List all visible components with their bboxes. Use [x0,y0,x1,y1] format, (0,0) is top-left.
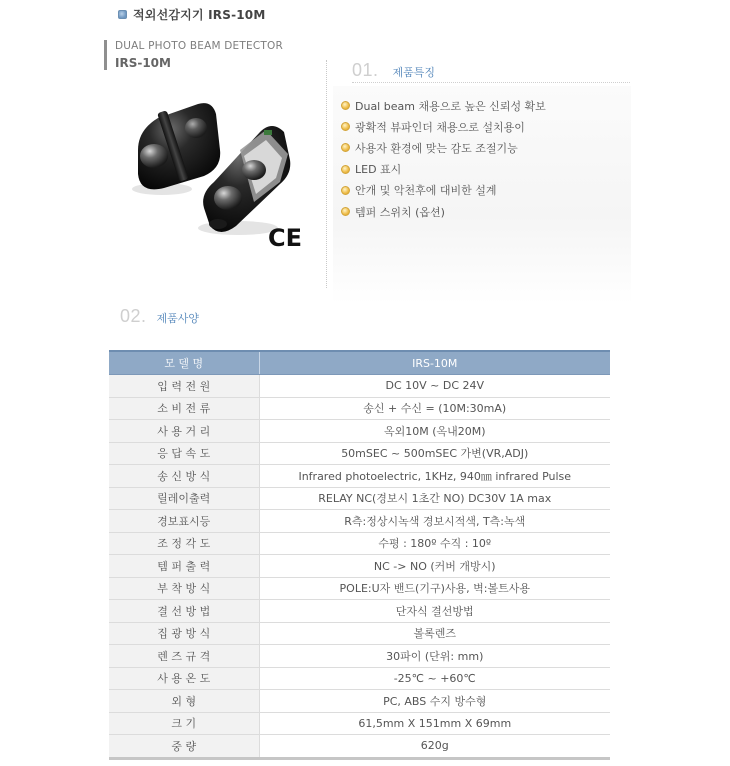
spec-label: 중 량 [109,735,259,759]
spec-value: 61,5mm X 151mm X 69mm [259,712,610,735]
spec-label: 소 비 전 류 [109,397,259,420]
spec-row [109,442,610,465]
spec-value: POLE:U자 밴드(기구)사용, 벽:볼트사용 [259,577,610,600]
detector-unit-left [132,103,220,195]
spec-value: 옥외10M (옥내20M) [259,420,610,443]
product-subtitle: DUAL PHOTO BEAM DETECTOR [115,40,283,52]
specs-title: 제품사양 [156,312,200,325]
spec-row [109,667,610,690]
spec-row [109,622,610,645]
spec-label: 조 정 각 도 [109,532,259,555]
feature-item: Dual beam 채용으로 높은 신뢰성 확보 [341,95,546,116]
bullet-dot-icon [341,143,350,152]
bullet-dot-icon [341,186,350,195]
feature-item: LED 표시 [341,159,546,180]
spec-value: 50mSEC ~ 500mSEC 가변(VR,ADJ) [259,442,610,465]
label-accent-bar [104,40,107,70]
spec-row [109,577,610,600]
spec-row [109,397,610,420]
spec-value: PC, ABS 수지 방수형 [259,690,610,713]
bullet-dot-icon [341,101,350,110]
spec-value: 볼록렌즈 [259,622,610,645]
spec-value: RELAY NC(경보시 1초간 NO) DC30V 1A max [259,487,610,510]
page-title-row [118,4,266,24]
spec-row [109,532,610,555]
spec-value: R측:정상시녹색 경보시적색, T측:녹색 [259,510,610,533]
spec-label: 경보표시등 [109,510,259,533]
spec-value: -25℃ ~ +60℃ [259,667,610,690]
bullet-dot-icon [341,165,350,174]
product-model: IRS-10M [115,56,171,70]
feature-item: 광확적 뷰파인더 채용으로 설치용이 [341,116,546,137]
spec-value: 송신 + 수신 = (10M:30mA) [259,397,610,420]
spec-value: Infrared photoelectric, 1KHz, 940㎚ infrared Pulse [259,465,610,488]
spec-header-row [109,351,610,375]
spec-value: NC -> NO (커버 개방시) [259,555,610,578]
square-bullet-icon [118,10,127,19]
features-divider [352,82,630,83]
spec-row [109,600,610,623]
bullet-dot-icon [341,207,350,216]
spec-value: 수평 : 180º 수직 : 10º [259,532,610,555]
ce-mark-icon [268,224,304,250]
specs-heading [120,306,199,327]
spec-row [109,735,610,759]
spec-label: 외 형 [109,690,259,713]
spec-label: 결 선 방 법 [109,600,259,623]
spec-table [109,350,610,760]
vertical-divider [326,60,327,288]
spec-row [109,420,610,443]
feature-list [341,95,546,222]
spec-label: 사 용 거 리 [109,420,259,443]
feature-item: 사용자 환경에 맞는 감도 조절기능 [341,137,546,158]
spec-label: 송 신 방 식 [109,465,259,488]
spec-value: 30파이 (단위: mm) [259,645,610,668]
spec-label: 사 용 온 도 [109,667,259,690]
spec-row [109,645,610,668]
spec-row [109,555,610,578]
spec-row [109,487,610,510]
spec-row [109,712,610,735]
spec-label: 템 퍼 출 력 [109,555,259,578]
spec-label: 부 착 방 식 [109,577,259,600]
spec-row [109,510,610,533]
feature-item: 템퍼 스위치 (옵션) [341,201,546,222]
page-title: 적외선감지기 IRS-10M [133,7,266,22]
svg-text:CE: CE [268,224,302,250]
spec-row [109,690,610,713]
spec-value: 단자식 결선방법 [259,600,610,623]
bullet-dot-icon [341,122,350,131]
spec-header-value: IRS-10M [259,351,610,375]
spec-value: DC 10V ~ DC 24V [259,375,610,398]
spec-label: 릴레이출력 [109,487,259,510]
spec-row [109,465,610,488]
spec-label: 집 광 방 식 [109,622,259,645]
spec-value: 620g [259,735,610,759]
spec-row [109,375,610,398]
spec-label: 입 력 전 원 [109,375,259,398]
features-number: 01. [352,60,379,80]
features-heading [352,60,435,81]
spec-label: 렌 즈 규 격 [109,645,259,668]
specs-number: 02. [120,306,147,326]
feature-item: 안개 및 악천후에 대비한 설계 [341,180,546,201]
spec-header-label: 모 델 명 [109,351,259,375]
features-title: 제품특징 [392,66,436,79]
spec-label: 응 답 속 도 [109,442,259,465]
spec-label: 크 기 [109,712,259,735]
